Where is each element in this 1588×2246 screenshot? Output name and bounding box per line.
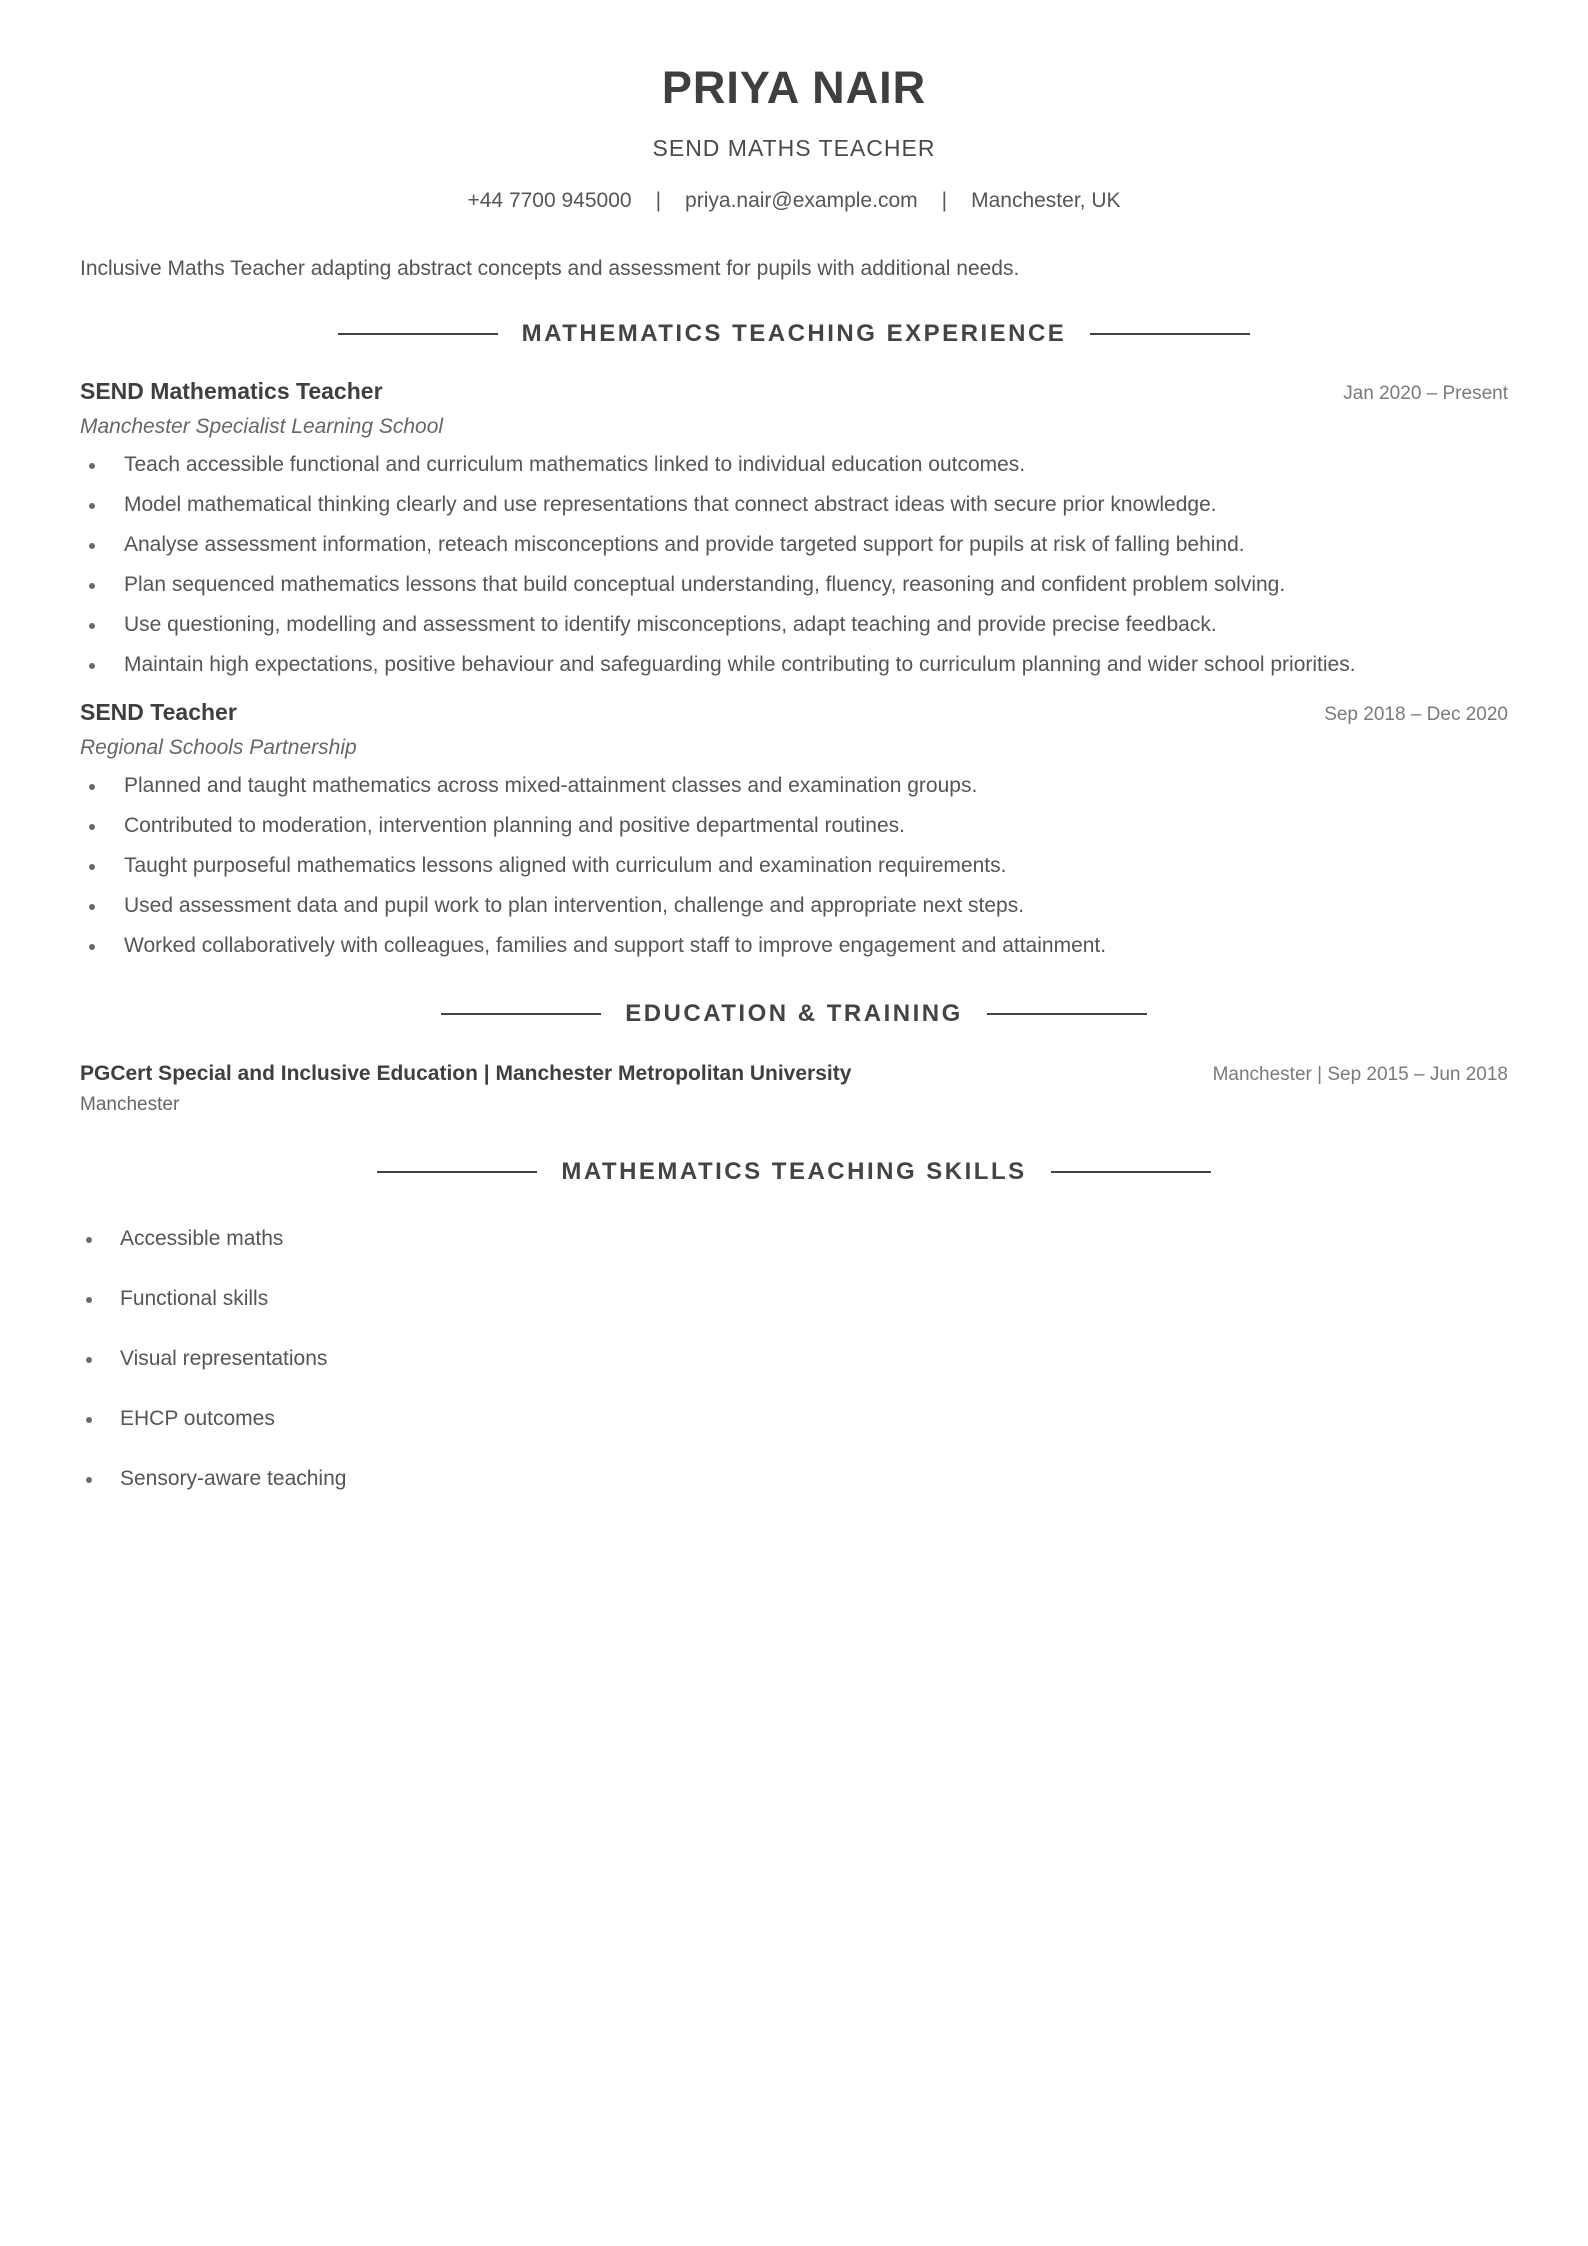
bullet-icon (89, 543, 95, 549)
bullet-icon (89, 663, 95, 669)
section-title: EDUCATION & TRAINING (625, 1000, 963, 1027)
job-dates: Sep 2018 – Dec 2020 (1324, 704, 1508, 725)
education-location: Manchester (80, 1094, 180, 1115)
list-item (80, 1345, 1508, 1373)
list-item (80, 1405, 1508, 1433)
bullet-icon (86, 1357, 92, 1363)
list-item (80, 852, 1508, 880)
job-title-heading: SEND MATHS TEACHER (652, 135, 936, 161)
section-title: MATHEMATICS TEACHING EXPERIENCE (521, 320, 1067, 347)
responsibility-list (80, 451, 1508, 679)
list-item-text: Maintain high expectations, positive behaviour and safeguarding while contributing to curriculum planning and wider school priorities. (124, 653, 1356, 676)
skill-label: EHCP outcomes (120, 1407, 275, 1430)
education-entry (80, 1062, 1508, 1116)
divider-line (441, 1013, 601, 1015)
bullet-icon (86, 1297, 92, 1303)
list-item (80, 571, 1508, 599)
list-item (80, 932, 1508, 960)
list-item-text: Model mathematical thinking clearly and use representations that connect abstract ideas with secure prior knowledge. (124, 493, 1217, 516)
education-section-heading (80, 1000, 1508, 1028)
bullet-icon (89, 824, 95, 830)
list-item-text: Analyse assessment information, reteach misconceptions and provide targeted support for pupils at risk of falling behind. (124, 533, 1245, 556)
list-item-text: Worked collaboratively with colleagues, families and support staff to improve engagement and attainment. (124, 934, 1107, 957)
job-entry (80, 699, 1508, 960)
list-item (80, 1465, 1508, 1493)
skill-label: Functional skills (120, 1287, 269, 1310)
experience-section-heading (80, 320, 1508, 348)
list-item (80, 651, 1508, 679)
bullet-icon (86, 1417, 92, 1423)
list-item (80, 772, 1508, 800)
profile-summary: Inclusive Maths Teacher adapting abstract concepts and assessment for pupils with additional needs. (80, 257, 1020, 280)
location: Manchester, UK (971, 189, 1121, 212)
list-item (80, 611, 1508, 639)
phone-number: +44 7700 945000 (467, 189, 632, 212)
bullet-icon (89, 623, 95, 629)
email-address: priya.nair@example.com (685, 189, 918, 212)
responsibility-list (80, 772, 1508, 960)
list-item (80, 892, 1508, 920)
bullet-icon (89, 583, 95, 589)
skill-label: Accessible maths (120, 1227, 284, 1250)
list-item-text: Plan sequenced mathematics lessons that build conceptual understanding, fluency, reasoning and confident problem solving. (124, 573, 1286, 596)
contact-line (80, 187, 1508, 215)
skills-list (80, 1225, 1508, 1493)
list-item (80, 491, 1508, 519)
divider-line (377, 1171, 537, 1173)
list-item-text: Use questioning, modelling and assessment to identify misconceptions, adapt teaching and provide precise feedback. (124, 613, 1217, 636)
bullet-icon (89, 864, 95, 870)
employer-name: Regional Schools Partnership (80, 736, 357, 759)
list-item (80, 1225, 1508, 1253)
bullet-icon (89, 503, 95, 509)
list-item-text: Contributed to moderation, intervention planning and positive departmental routines. (124, 814, 905, 837)
list-item (80, 812, 1508, 840)
contact-separator: | (655, 189, 662, 212)
education-meta: Manchester | Sep 2015 – Jun 2018 (1212, 1064, 1508, 1085)
job-title: SEND Teacher (80, 699, 237, 725)
bullet-icon (89, 784, 95, 790)
candidate-name: PRIYA NAIR (661, 62, 927, 113)
list-item-text: Teach accessible functional and curriculum mathematics linked to individual education outcomes. (124, 453, 1026, 476)
bullet-icon (86, 1237, 92, 1243)
divider-line (1051, 1171, 1211, 1173)
list-item-text: Used assessment data and pupil work to plan intervention, challenge and appropriate next steps. (124, 894, 1025, 917)
list-item-text: Taught purposeful mathematics lessons aligned with curriculum and examination requirements. (124, 854, 1007, 877)
bullet-icon (86, 1477, 92, 1483)
divider-line (338, 333, 498, 335)
skills-section-heading (80, 1158, 1508, 1186)
job-entry (80, 378, 1508, 679)
bullet-icon (89, 944, 95, 950)
divider-line (1090, 333, 1250, 335)
contact-separator: | (941, 189, 948, 212)
divider-line (987, 1013, 1147, 1015)
section-title: MATHEMATICS TEACHING SKILLS (561, 1158, 1027, 1185)
bullet-icon (89, 904, 95, 910)
list-item (80, 531, 1508, 559)
skill-label: Sensory-aware teaching (120, 1467, 347, 1490)
employer-name: Manchester Specialist Learning School (80, 415, 444, 438)
list-item (80, 1285, 1508, 1313)
skill-label: Visual representations (120, 1347, 328, 1370)
job-title: SEND Mathematics Teacher (80, 378, 383, 404)
bullet-icon (89, 463, 95, 469)
degree-name: PGCert Special and Inclusive Education | Manchester Metropolitan University (80, 1062, 852, 1085)
list-item-text: Planned and taught mathematics across mixed-attainment classes and examination groups. (124, 774, 978, 797)
job-dates: Jan 2020 – Present (1343, 383, 1508, 404)
list-item (80, 451, 1508, 479)
